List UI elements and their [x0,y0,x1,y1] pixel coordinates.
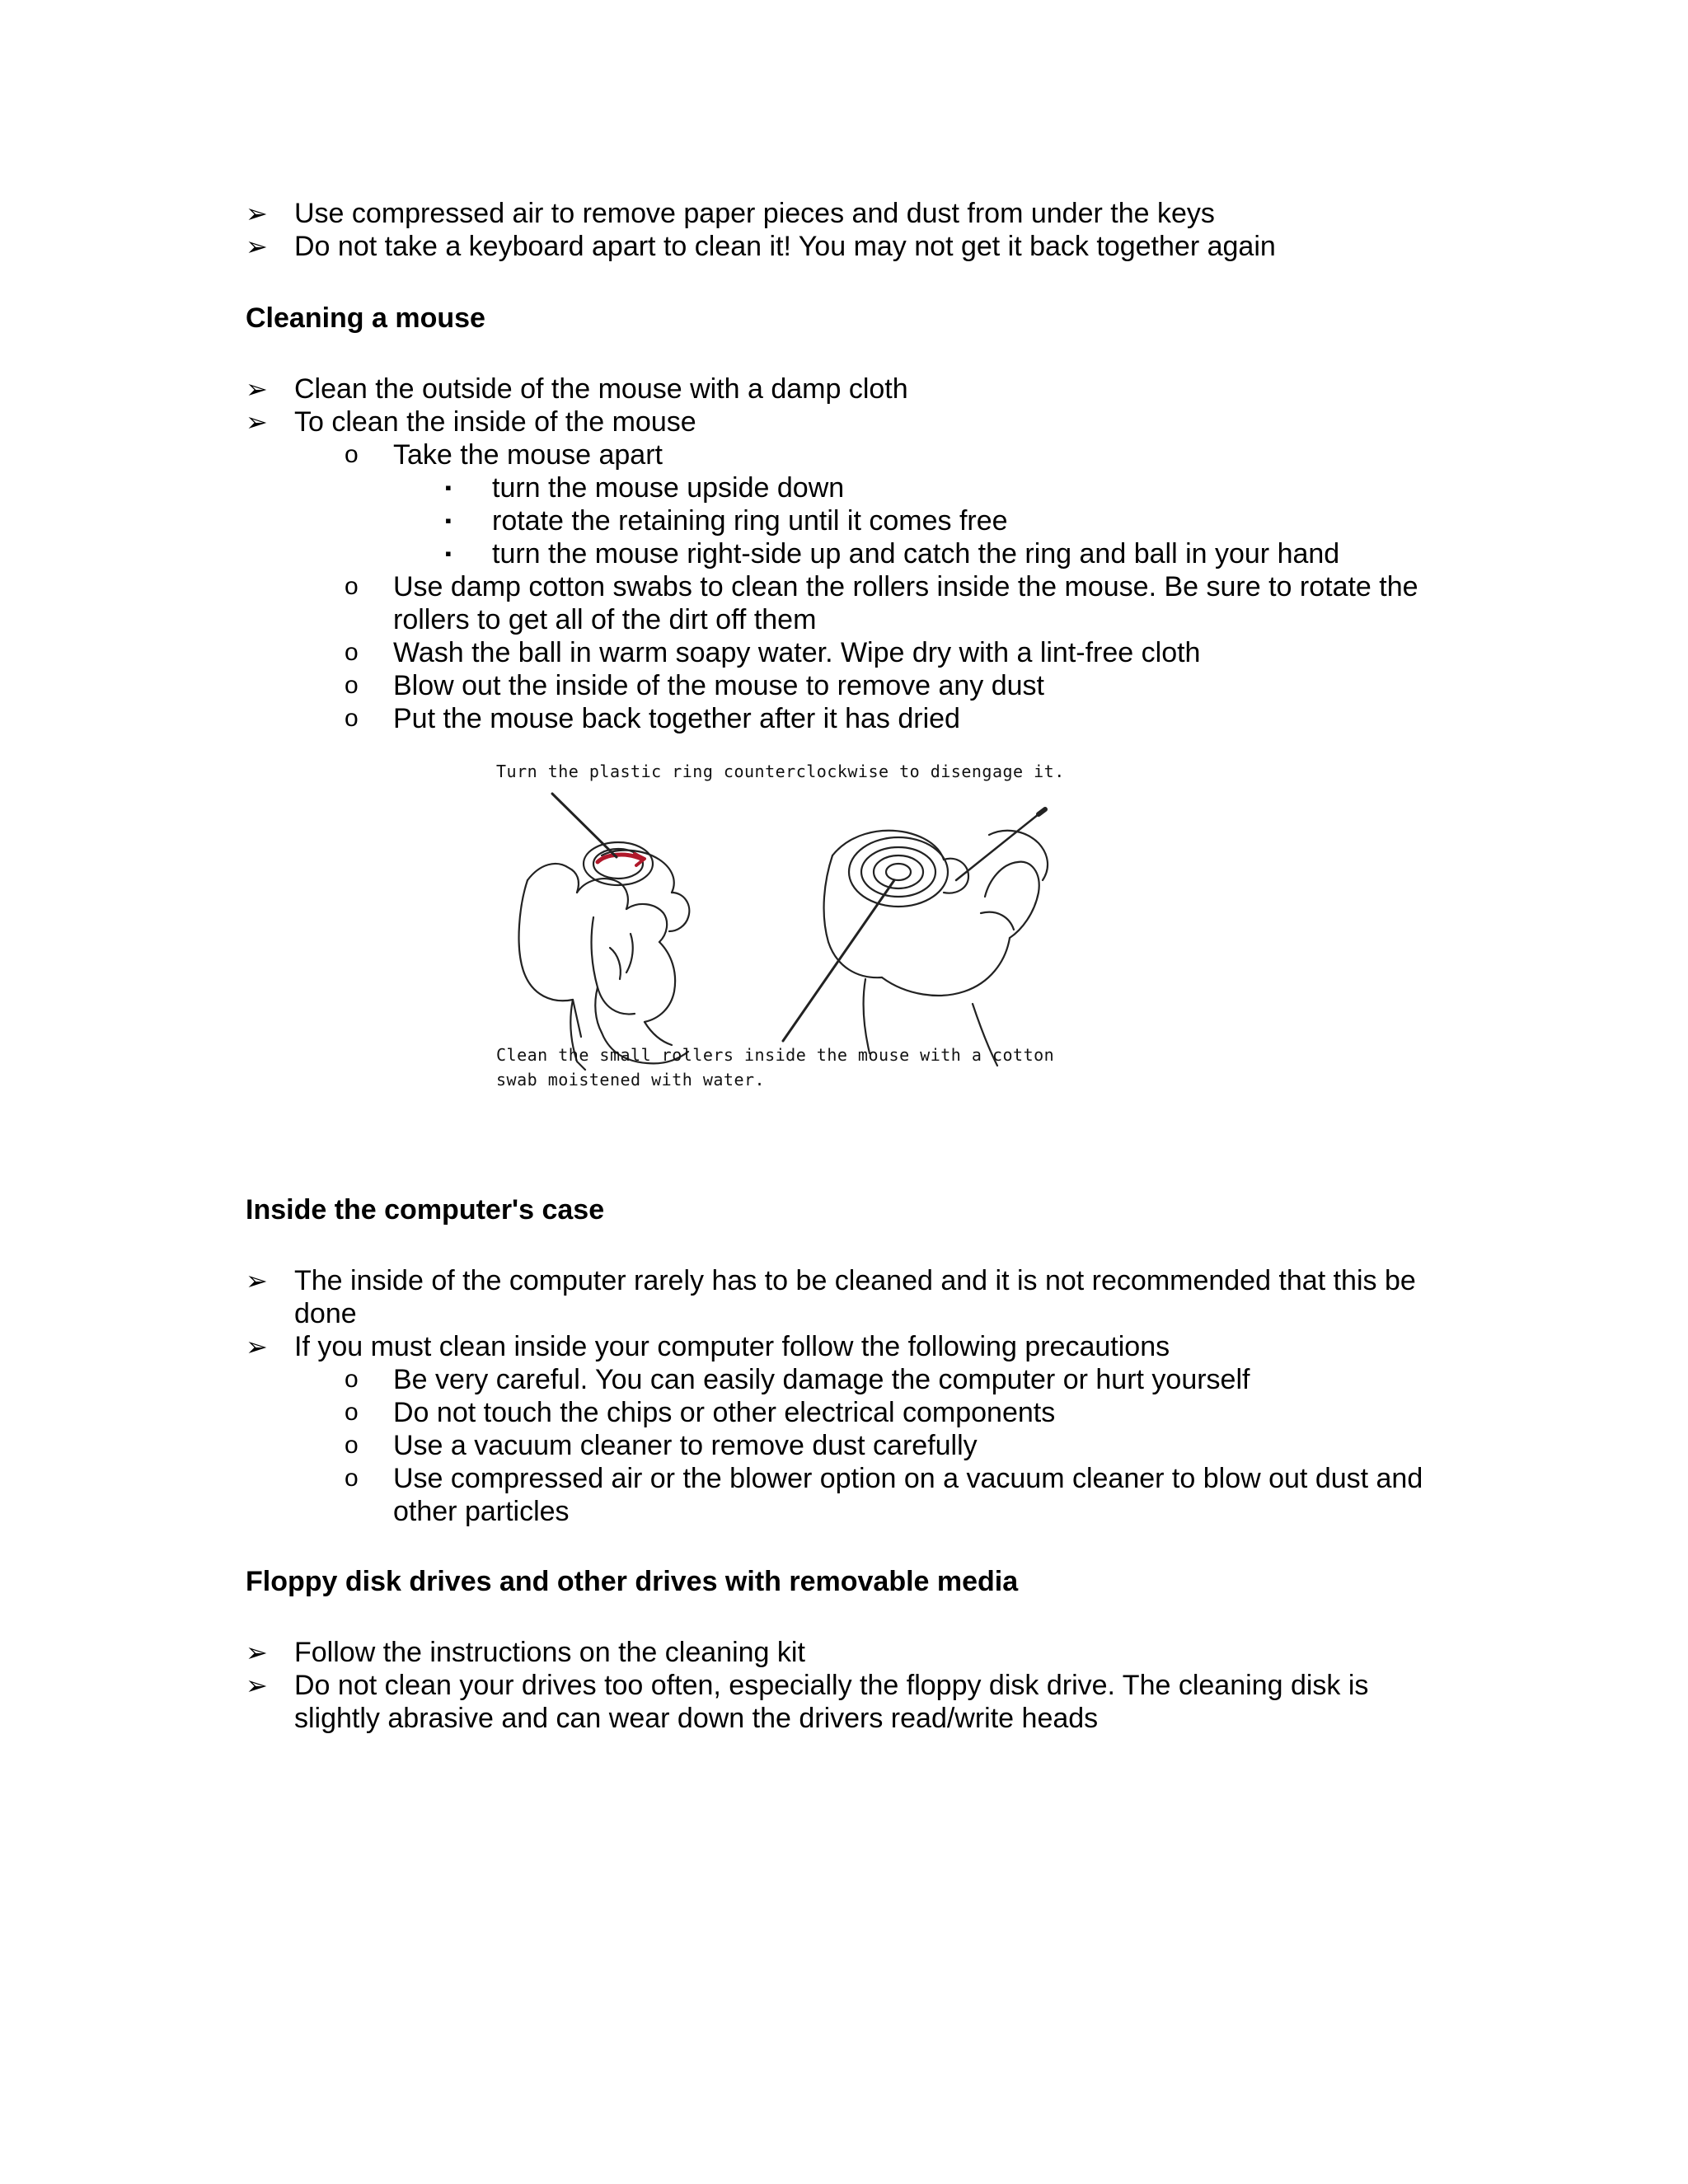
list-item: o Wash the ball in warm soapy water. Wipe dry with a lint-free cloth [345,637,1201,668]
circle-bullet-icon: o [345,1399,359,1426]
list-item-continuation: slightly abrasive and can wear down the drivers read/write heads [294,1703,1099,1734]
section-heading-case: Inside the computer's case [246,1194,605,1226]
arrow-bullet-icon: ➢ [246,232,268,261]
mouse-list [0,373,1688,735]
list-item: ➢ Use compressed air to remove paper pieces and dust from under the keys [246,198,1215,229]
arrow-bullet-icon: ➢ [246,374,268,404]
list-item-continuation: other particles [393,1496,570,1527]
circle-bullet-icon: o [345,441,359,468]
arrow-bullet-icon: ➢ [246,1332,268,1361]
square-bullet-icon: ▪ [445,477,452,498]
list-item: o Be very careful. You can easily damage the computer or hurt yourself [345,1364,1250,1395]
arrow-bullet-icon: ➢ [246,199,268,228]
list-item: ▪ rotate the retaining ring until it comes free [445,505,1008,537]
list-item-continuation: rollers to get all of the dirt off them [393,604,817,635]
drives-list [0,1636,1688,1735]
list-item: o Use damp cotton swabs to clean the rollers inside the mouse. Be sure to rotate the [345,571,1418,602]
list-item: ▪ turn the mouse right-side up and catch the ring and ball in your hand [445,538,1340,569]
circle-bullet-icon: o [345,639,359,666]
figure-caption-bottom-line2: swab moistened with water. [496,1070,766,1090]
mouse-cleaning-illustration [495,757,1088,1103]
figure-caption-bottom-line1: Clean the small rollers inside the mouse with a cotton [496,1045,1055,1065]
figure-caption-top: Turn the plastic ring counterclockwise to disengage it. [496,762,1065,781]
arrow-bullet-icon: ➢ [246,1638,268,1667]
circle-bullet-icon: o [345,705,359,732]
circle-bullet-icon: o [345,1465,359,1492]
list-item: ➢ If you must clean inside your computer follow the following precautions [246,1331,1170,1362]
circle-bullet-icon: o [345,1366,359,1393]
circle-bullet-icon: o [345,672,359,699]
list-item: ➢ Do not clean your drives too often, especially the floppy disk drive. The cleaning disk is [246,1670,1369,1701]
list-item: o Blow out the inside of the mouse to remove any dust [345,670,1045,701]
list-item: o Use a vacuum cleaner to remove dust carefully [345,1430,978,1461]
list-item: ➢ To clean the inside of the mouse [246,406,696,438]
list-item-continuation: done [294,1298,357,1329]
arrow-bullet-icon: ➢ [246,407,268,437]
square-bullet-icon: ▪ [445,543,452,564]
section-heading-mouse: Cleaning a mouse [246,302,485,334]
arrow-bullet-icon: ➢ [246,1671,268,1700]
list-item: ➢ The inside of the computer rarely has to be cleaned and it is not recommended that this be [246,1265,1416,1296]
list-item: ➢ Clean the outside of the mouse with a damp cloth [246,373,908,405]
list-item: ➢ Follow the instructions on the cleaning kit [246,1637,805,1668]
list-item: ➢ Do not take a keyboard apart to clean it! You may not get it back together again [246,231,1276,262]
list-item: o Do not touch the chips or other electrical components [345,1397,1056,1428]
circle-bullet-icon: o [345,573,359,600]
list-item: o Use compressed air or the blower option on a vacuum cleaner to blow out dust and [345,1463,1423,1494]
section-heading-drives: Floppy disk drives and other drives with removable media [246,1566,1019,1597]
list-item: o Put the mouse back together after it has dried [345,703,960,734]
square-bullet-icon: ▪ [445,510,452,531]
list-item: o Take the mouse apart [345,439,663,471]
keyboard-list [0,197,1688,263]
arrow-bullet-icon: ➢ [246,1266,268,1296]
case-list [0,1264,1688,1528]
list-item: ▪ turn the mouse upside down [445,472,845,504]
circle-bullet-icon: o [345,1432,359,1459]
